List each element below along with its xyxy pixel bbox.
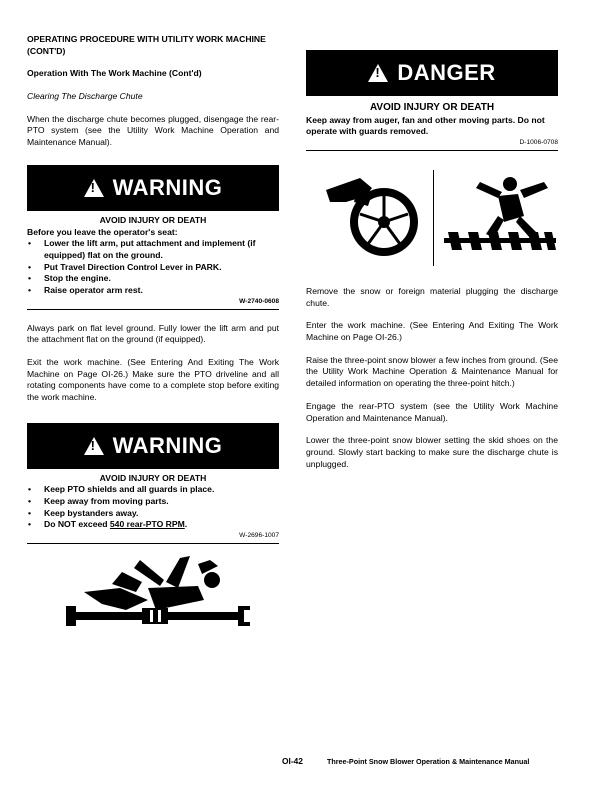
danger-text: Keep away from auger, fan and other moving parts. Do not operate with guards removed.	[306, 114, 545, 137]
warning-avoid-2: AVOID INJURY OR DEATH	[99, 472, 207, 483]
pto-entanglement-icon	[62, 552, 257, 642]
enter-machine-paragraph: Enter the work machine. (See Entering And Exiting The Work Machine on Page OI-26.)	[306, 320, 558, 343]
warning-title-2: WARNING	[112, 432, 223, 458]
list-item: • Raise operator arm rest.	[27, 285, 279, 297]
warning-list-2	[27, 484, 279, 531]
left-column	[27, 34, 279, 544]
page-number: OI-42	[282, 756, 303, 766]
danger-avoid: AVOID INJURY OR DEATH	[369, 102, 495, 113]
danger-code: D-1006-0708	[519, 138, 558, 146]
intro-paragraph: When the discharge chute becomes plugged, disengage the rear-PTO system (see the Utility Work Machine Operation and Maintenance Manual).	[27, 113, 279, 148]
warning-title-1: WARNING	[112, 174, 223, 200]
exit-paragraph: Exit the work machine. (See Entering And Exiting The Work Machine on Page OI-26.) Make sure the PTO driveline and all rotating components have come to a complete stop before exiting the work machine.	[27, 356, 279, 403]
list-item: • Keep bystanders away.	[27, 508, 279, 520]
warning-code-2: W-2696-1007	[239, 532, 279, 540]
warning-banner-2	[27, 423, 279, 469]
warning-triangle-icon	[84, 437, 104, 455]
section-heading: OPERATING PROCEDURE WITH UTILITY WORK MACHINE (CONT'D)	[27, 34, 266, 56]
engage-pto-paragraph: Engage the rear-PTO system (see the Utility Work Machine Operation and Maintenance Manual).	[306, 400, 558, 423]
topic-heading: Clearing The Discharge Chute	[27, 91, 143, 102]
danger-banner	[306, 50, 558, 96]
warning-code-1: W-2740-0608	[239, 297, 279, 305]
warning-banner-1	[27, 165, 279, 211]
park-paragraph: Always park on flat level ground. Fully lower the lift arm and put the attachment flat on the ground (if equipped).	[27, 322, 279, 345]
subheading: Operation With The Work Machine (Cont'd)	[27, 68, 202, 79]
danger-triangle-icon	[368, 64, 388, 82]
danger-box	[306, 50, 558, 151]
divider	[27, 543, 279, 544]
warning-box-2	[27, 423, 279, 544]
rpm-limit: 540 rear-PTO RPM	[109, 519, 185, 530]
list-item: • Keep PTO shields and all guards in place.	[27, 484, 279, 496]
warning-intro-1: Before you leave the operator's seat:	[27, 226, 178, 237]
list-item: • Do NOT exceed 540 rear-PTO RPM.	[27, 519, 279, 531]
list-item: • Stop the engine.	[27, 273, 279, 285]
auger-entanglement-icon	[440, 172, 560, 264]
list-item: • Put Travel Direction Control Lever in PARK.	[27, 262, 279, 274]
page-footer	[282, 756, 529, 767]
right-column-text	[306, 286, 558, 470]
divider	[27, 309, 279, 310]
warning-list-1	[27, 238, 279, 296]
right-column	[306, 50, 558, 151]
manual-title: Three-Point Snow Blower Operation & Maintenance Manual	[326, 757, 530, 766]
list-item: • Keep away from moving parts.	[27, 496, 279, 508]
warning-avoid-1: AVOID INJURY OR DEATH	[99, 214, 207, 225]
warning-box-1	[27, 165, 279, 310]
fan-hand-hazard-icon	[326, 172, 422, 262]
lower-blower-paragraph: Lower the three-point snow blower setting the skid shoes on the ground. Slowly start backing to make sure the discharge chute is unplugged.	[306, 435, 558, 469]
remove-snow-paragraph: Remove the snow or foreign material plugging the discharge chute.	[306, 286, 558, 308]
warning-triangle-icon	[84, 179, 104, 197]
list-item: • Lower the lift arm, put attachment and implement (if equipped) flat on the ground.	[27, 238, 279, 261]
divider	[306, 150, 558, 151]
pictogram-divider	[433, 170, 434, 266]
danger-title: DANGER	[397, 60, 496, 86]
raise-blower-paragraph: Raise the three-point snow blower a few inches from ground. (See the Utility Work Machine Operation & Maintenance Manual for detailed information on operating the three-point hitch.)	[306, 354, 558, 389]
